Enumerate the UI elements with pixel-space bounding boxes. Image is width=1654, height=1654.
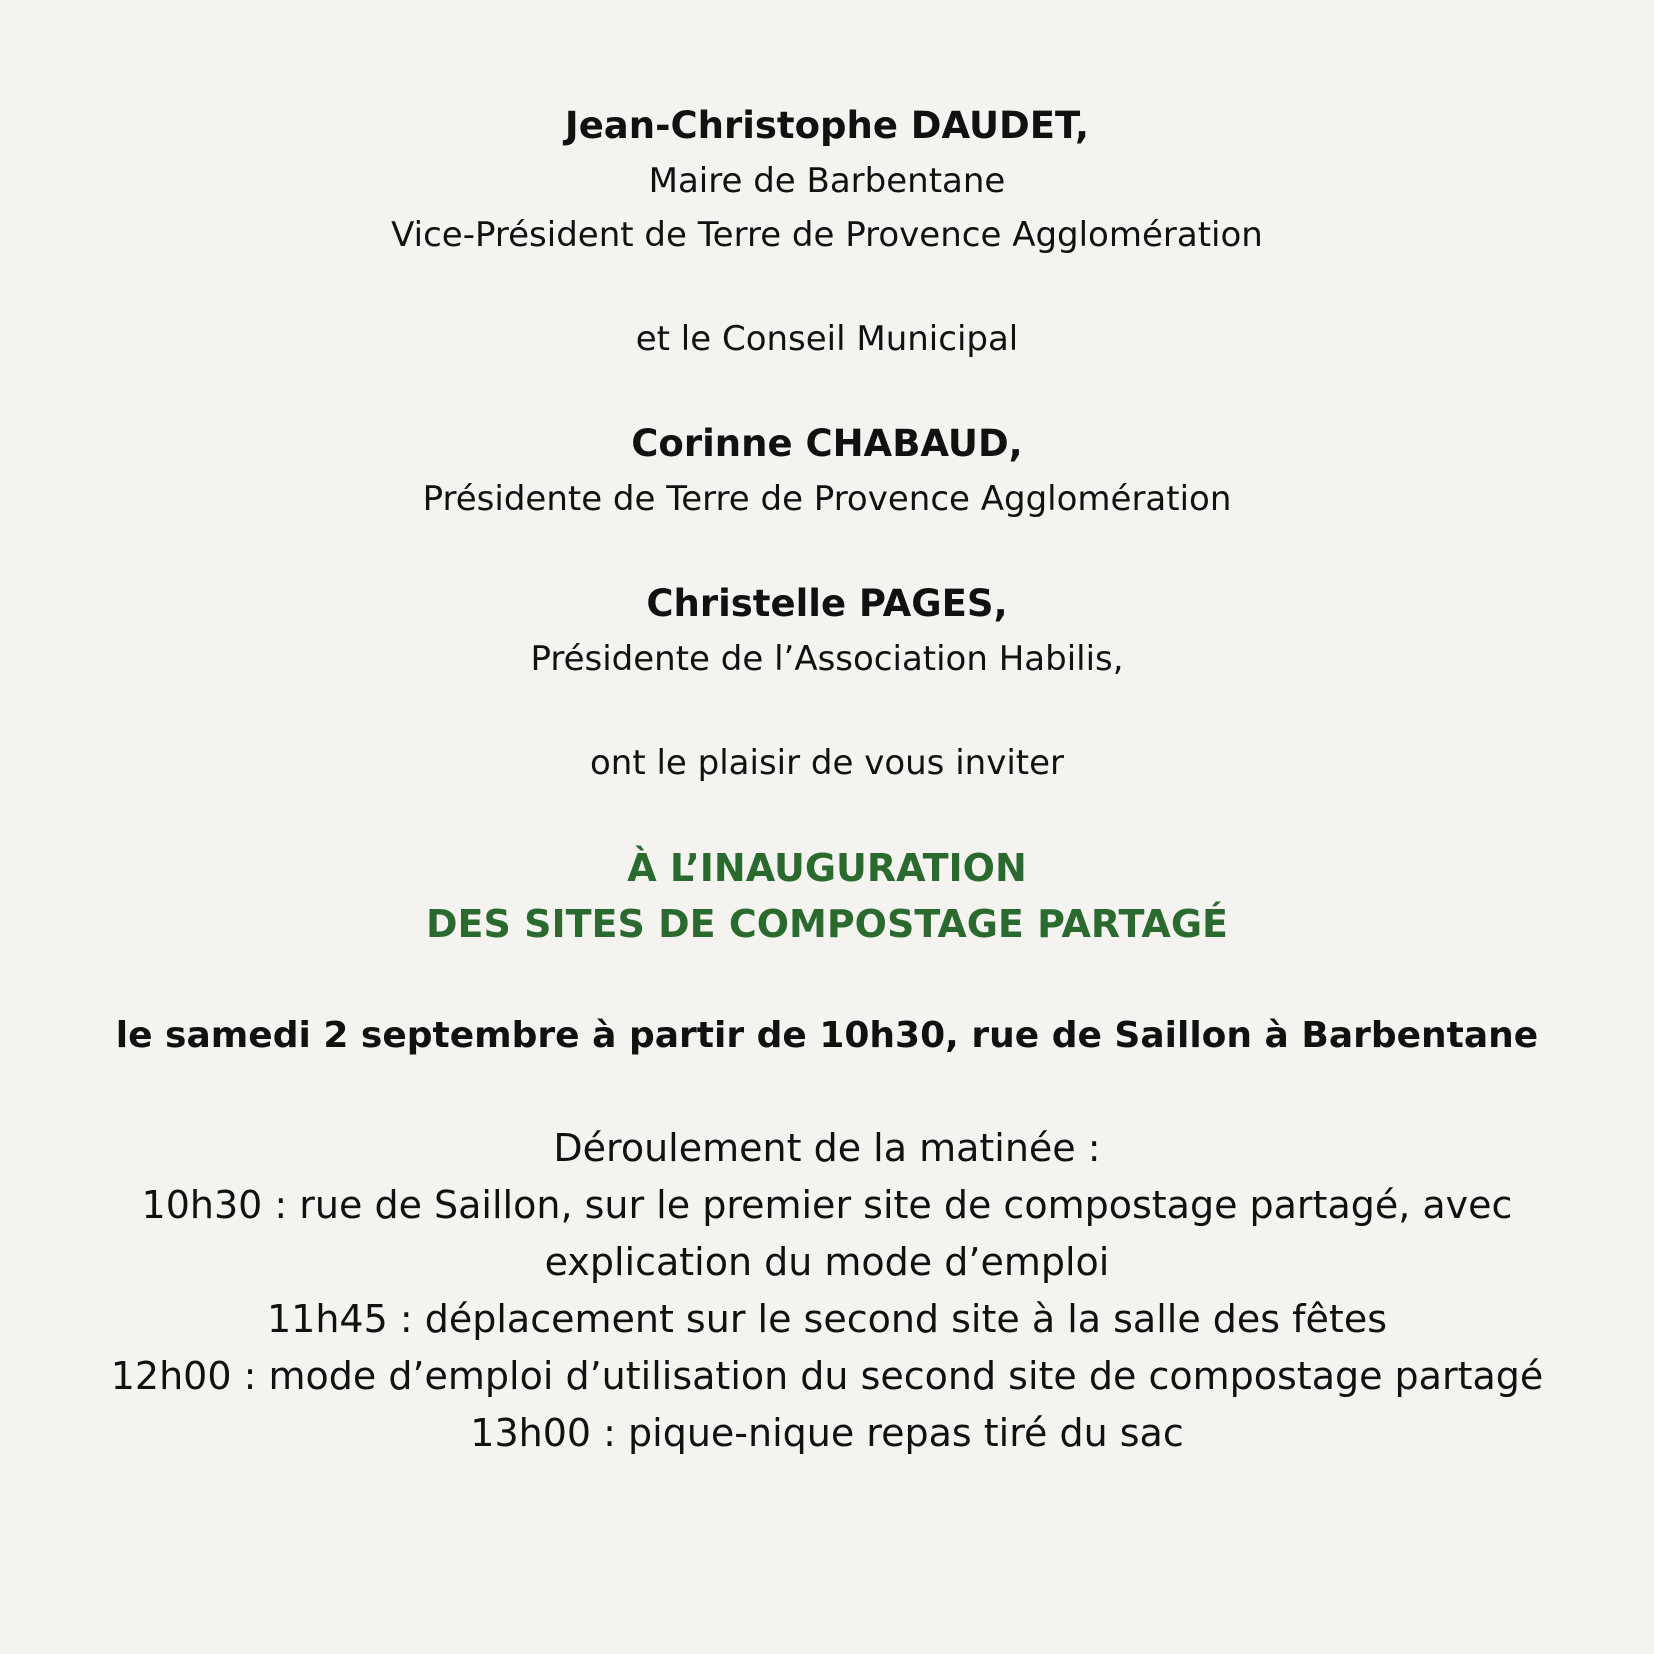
- programme-title: Déroulement de la matinée :: [553, 1126, 1101, 1170]
- host-role-vice-president: Vice-Président de Terre de Provence Agglomération: [391, 215, 1263, 255]
- invitation-text: ont le plaisir de vous inviter: [589, 743, 1064, 783]
- spacer: [0, 366, 1654, 416]
- programme-item: 13h00 : pique-nique repas tiré du sac: [470, 1411, 1184, 1455]
- headline-line-2: DES SITES DE COMPOSTAGE PARTAGÉ: [426, 902, 1228, 946]
- host-role-mayor: Maire de Barbentane: [648, 161, 1006, 201]
- programme-item: explication du mode d’emploi: [544, 1240, 1110, 1284]
- spacer: [0, 790, 1654, 840]
- spacer: [0, 262, 1654, 312]
- partner-block-pages: [0, 576, 1654, 686]
- spacer: [0, 526, 1654, 576]
- partner-role: Présidente de Terre de Provence Agglomération: [422, 479, 1232, 519]
- partner-name: Christelle PAGES,: [646, 582, 1008, 625]
- spacer: [0, 1064, 1654, 1120]
- event-date-place: le samedi 2 septembre à partir de 10h30, rue de Saillon à Barbentane: [115, 1015, 1539, 1056]
- programme-item: 10h30 : rue de Saillon, sur le premier site de compostage partagé, avec: [141, 1183, 1513, 1227]
- event-block: [0, 1008, 1654, 1064]
- programme-item: 12h00 : mode d’emploi d’utilisation du second site de compostage partagé: [110, 1354, 1544, 1398]
- programme-item: 11h45 : déplacement sur le second site à la salle des fêtes: [266, 1297, 1388, 1341]
- invitation-block: [0, 736, 1654, 790]
- host-name: Jean-Christophe DAUDET,: [564, 104, 1090, 147]
- spacer: [0, 686, 1654, 736]
- headline-block: [0, 840, 1654, 952]
- headline-line-1: À L’INAUGURATION: [627, 846, 1027, 890]
- host-block: [0, 98, 1654, 262]
- council-text: et le Conseil Municipal: [635, 319, 1019, 359]
- programme-block: [0, 1120, 1654, 1462]
- partner-block-chabaud: [0, 416, 1654, 526]
- council-block: [0, 312, 1654, 366]
- partner-name: Corinne CHABAUD,: [631, 422, 1023, 465]
- spacer: [0, 952, 1654, 1008]
- partner-role: Présidente de l’Association Habilis,: [530, 639, 1124, 679]
